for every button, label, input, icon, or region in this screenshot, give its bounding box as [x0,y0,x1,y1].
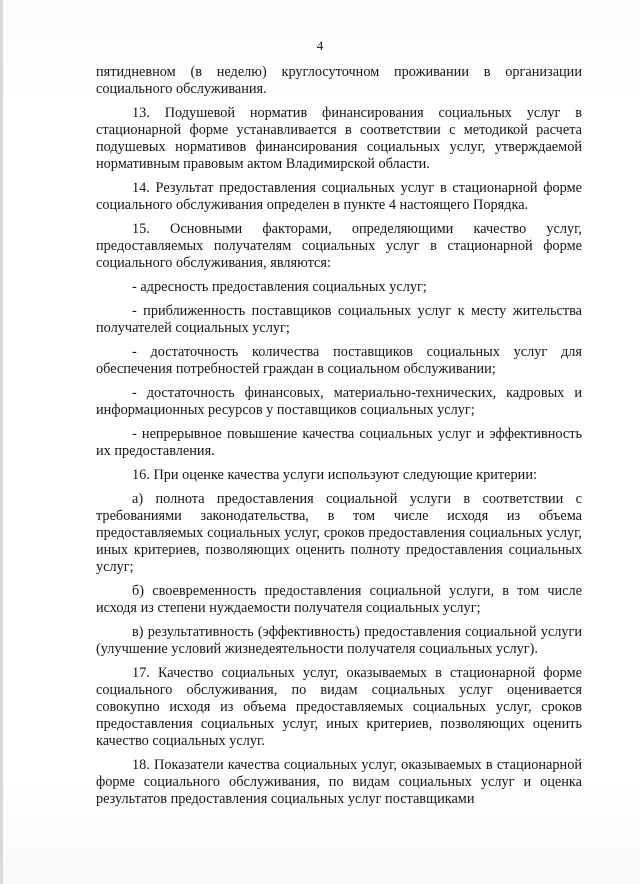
paragraph-13: 13. Подушевой норматив финансирования социальных услуг в стационарной форме устанавливается в соответствии с методикой расчета подушевых нормативов финансирования социальных услуг, утверждаемой нормативным правовым актом Владимирской области. [96,105,582,172]
page-edge-shadow [0,0,3,884]
criterion-a: а) полнота предоставления социальной услуги в соответствии с требованиями законодательства, в том числе исходя из объема предоставляемых социальных услуг, сроков предоставления социальных услуг, иных критериев, позволяющих оценить полноту предоставления социальных услуг; [96,491,582,575]
paragraph-16: 16. При оценке качества услуги используют следующие критерии: [132,467,537,483]
paragraph-continuation: пятидневном (в неделю) круглосуточном проживании в организации социального обслуживания. [96,64,582,97]
paragraph-15: 15. Основными факторами, определяющими качество услуг, предоставляемых получателям социальных услуг в стационарной форме социального обслуживания, являются: [96,221,582,271]
list-item-proximity: - приближенность поставщиков социальных услуг к месту жительства получателей социальных услуг; [96,303,582,336]
list-item-addressability: - адресность предоставления социальных услуг; [132,279,427,295]
list-item-supplier-count: - достаточность количества поставщиков социальных услуг для обеспечения потребностей граждан в социальном обслуживании; [96,344,582,377]
criterion-c: в) результативность (эффективность) предоставления социальной услуги (улучшение условий жизнедеятельности получателя социальных услуг). [96,624,582,657]
paragraph-17: 17. Качество социальных услуг, оказываемых в стационарной форме социального обслуживания, по видам социальных услуг оценивается совокупно исходя из объема предоставляемых социальных услуг, сроков предоставления социальных услуг, иных критериев, позволяющих оценить качество социальных услуг. [96,665,582,749]
list-item-quality-improvement: - непрерывное повышение качества социальных услуг и эффективность их предоставления. [96,426,582,459]
paragraph-18: 18. Показатели качества социальных услуг, оказываемых в стационарной форме социального обслуживания, по видам социальных услуг и оценка результатов предоставления социальных услуг поставщиками [96,757,582,807]
paragraph-14: 14. Результат предоставления социальных услуг в стационарной форме социального обслуживания определен в пункте 4 настоящего Порядка. [96,180,582,213]
criterion-b: б) своевременность предоставления социальной услуги, в том числе исходя из степени нуждаемости получателя социальных услуг; [96,583,582,616]
page-number: 4 [316,38,324,53]
document-body [96,64,582,814]
list-item-resources: - достаточность финансовых, материально-технических, кадровых и информационных ресурсов у поставщиков социальных услуг; [96,385,582,418]
